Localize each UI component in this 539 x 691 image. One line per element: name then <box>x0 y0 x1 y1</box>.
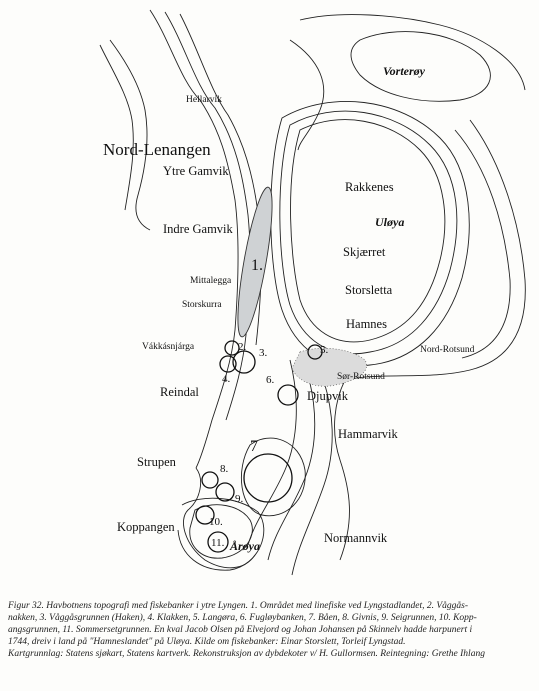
depth-contour <box>165 12 250 420</box>
bank-6-number: 6. <box>266 374 275 386</box>
label-djupvik: Djupvik <box>307 389 348 403</box>
caption-line: Figur 32. Havbotnens topografi med fiskebanker i ytre Lyngen. 1. Området med linefiske ved Lyngstadlandet, 2. Våggås- <box>8 601 469 611</box>
depth-contour <box>455 130 510 358</box>
label-ytre-gamvik: Ytre Gamvik <box>163 164 229 178</box>
label-nord-rotsund: Nord-Rotsund <box>420 345 475 355</box>
label-vakkasnjarga: Vákkásnjárga <box>142 342 195 352</box>
label-reindal: Reindal <box>160 385 199 399</box>
label-aroya: Årøya <box>230 539 260 553</box>
label-storsletta: Storsletta <box>345 283 393 297</box>
bank-11-number: 11. <box>211 537 225 549</box>
label-hammarvik: Hammarvik <box>338 427 398 441</box>
depth-contour <box>290 40 324 150</box>
depth-contour <box>178 498 264 570</box>
label-vorteroy: Vorterøy <box>383 64 425 78</box>
figure-caption <box>8 600 536 660</box>
label-skjaerret: Skjærret <box>343 245 386 259</box>
label-normannvik: Normannvik <box>324 531 388 545</box>
bank-9-circle <box>216 483 234 501</box>
label-koppangen: Koppangen <box>117 520 175 534</box>
bank-10-number: 10. <box>209 516 223 528</box>
caption-line: angsgrunnen, 11. Sommersetgrunnen. En kval Jacob Olsen på Elvejord og Johan Johansen på Skinnelv hadde harpunert i <box>8 625 473 635</box>
label-strupen: Strupen <box>137 455 176 469</box>
label-mittalegga: Mittalegga <box>190 276 232 286</box>
caption-line: 1744, dreiv i land på "Hamneslandet" på Uløya. Kilde om fiskebanker: Einar Storslett, Torleif Lyngstad. <box>8 637 406 647</box>
label-hamnes: Hamnes <box>346 317 387 331</box>
bank-3-number: 3. <box>259 347 268 359</box>
bank-2-number: 2. <box>238 341 247 353</box>
bank-1-number: 1. <box>251 257 263 274</box>
label-uloya: Uløya <box>375 215 405 229</box>
bank-4-number: 4. <box>222 373 231 385</box>
label-hellarvik: Hellarvik <box>186 95 222 105</box>
caption-line: nakken, 3. Våggåsgrunnen (Haken), 4. Klakken, 5. Langøra, 6. Fugløybanken, 7. Båen, 8. Givnis, 9. Seigrunnen, 10. Kopp- <box>8 613 477 623</box>
caption-line: Kartgrunnlag: Statens sjøkart, Statens kartverk. Rekonstruksjon av dybdekoter v/ H. Gullormsen. Reintegning: Grethe Ihlang <box>8 649 485 659</box>
uloya-coast <box>291 120 445 342</box>
fjord-arm <box>110 40 150 230</box>
bank-8-number: 8. <box>220 463 229 475</box>
bank-7-number: 7 <box>250 438 258 455</box>
fjord-arm <box>100 45 133 210</box>
bank-7-circle <box>244 454 292 502</box>
label-sor-rotsund: Sør-Rotsund <box>337 372 385 382</box>
bank-5-number: 5. <box>320 344 329 356</box>
label-indre-gamvik: Indre Gamvik <box>163 222 233 236</box>
label-storskurra: Storskurra <box>182 300 222 310</box>
label-rakkenes: Rakkenes <box>345 180 394 194</box>
label-nord-lenangen: Nord-Lenangen <box>103 140 211 159</box>
bank-8-circle <box>202 472 218 488</box>
bank-9-number: 9. <box>235 493 244 505</box>
bank-6-circle <box>278 385 298 405</box>
